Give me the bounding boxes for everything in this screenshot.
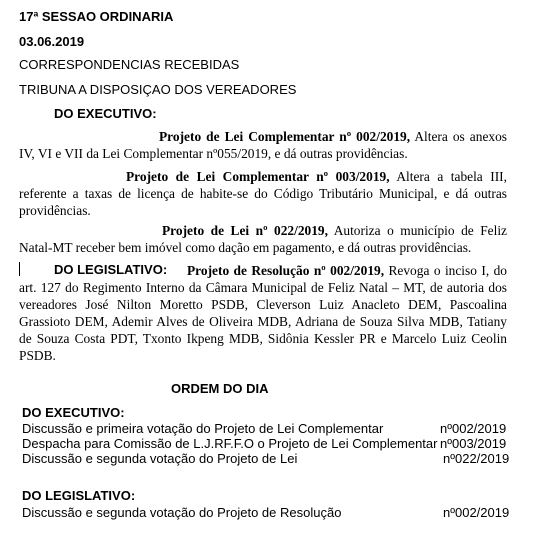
item-text: Altera a tabela III, referente a taxas de licença de habite-se do Código Tributário Municipal, e dá outras providências. xyxy=(19,169,507,218)
correspondence-label: CORRESPONDENCIAS RECEBIDAS xyxy=(19,57,240,72)
item-text: Revoga o inciso I, do art. 127 do Regimento Interno da Câmara Municipal de Feliz Natal – MT, de autoria dos vereadores José Nilton Moretto PSDB, Cleverson Luiz Anacleto DEM, Pascoalina Grassioto DEM, Ademir Alves de Oliveira MDB, Adriana de Souza Silva MDB, Tatiany de Souza Costa PDT, Txonto Ikpeng MDB, Sidônia Kessler PR e Marcelo Luiz Ceolin PSDB. xyxy=(19,263,507,363)
agenda-row-number: nº002/2019 xyxy=(443,505,510,520)
item-lead: Projeto de Lei nº 022/2019, xyxy=(162,223,328,238)
executive-heading: DO EXECUTIVO: xyxy=(54,106,157,121)
agenda-row-desc: Despacha para Comissão de L.J.RF.F.O o Projeto de Lei Complementar xyxy=(22,436,438,451)
executive-item xyxy=(19,222,507,256)
session-date: 03.06.2019 xyxy=(19,34,85,49)
agenda-row-desc: Discussão e segunda votação do Projeto de Resolução xyxy=(22,505,342,520)
executive-item xyxy=(19,168,507,219)
item-text: Altera os anexos IV, VI e VII da Lei Complementar nº055/2019, e dá outras providências. xyxy=(19,129,507,161)
agenda-title: ORDEM DO DIA xyxy=(171,381,269,396)
agenda-legislative-heading: DO LEGISLATIVO: xyxy=(22,488,136,503)
agenda-row xyxy=(22,421,508,436)
tribune-label: TRIBUNA A DISPOSIÇAO DOS VEREADORES xyxy=(19,82,297,97)
agenda-row xyxy=(22,451,508,466)
legislative-item xyxy=(19,262,507,364)
legislative-heading: DO LEGISLATIVO: xyxy=(54,262,168,277)
item-lead: Projeto de Lei Complementar nº 003/2019, xyxy=(126,169,390,184)
item-lead: Projeto de Resolução nº 002/2019, xyxy=(187,263,385,278)
item-text: Autoriza o município de Feliz Natal-MT receber bem imóvel como dação em pagamento, e dá outras providências. xyxy=(19,223,507,255)
executive-item xyxy=(19,128,507,162)
agenda-executive-heading: DO EXECUTIVO: xyxy=(22,405,125,420)
agenda-row-desc: Discussão e segunda votação do Projeto de Lei xyxy=(22,451,298,466)
item-lead: Projeto de Lei Complementar nº 002/2019, xyxy=(159,129,411,144)
session-title: 17ª SESSAO ORDINARIA xyxy=(19,9,174,24)
agenda-row xyxy=(22,505,508,520)
agenda-row xyxy=(22,436,508,451)
agenda-row-number: nº022/2019 xyxy=(443,451,510,466)
agenda-row-desc: Discussão e primeira votação do Projeto de Lei Complementar xyxy=(22,421,384,436)
agenda-row-number: nº003/2019 xyxy=(440,436,507,451)
agenda-row-number: nº002/2019 xyxy=(440,421,507,436)
